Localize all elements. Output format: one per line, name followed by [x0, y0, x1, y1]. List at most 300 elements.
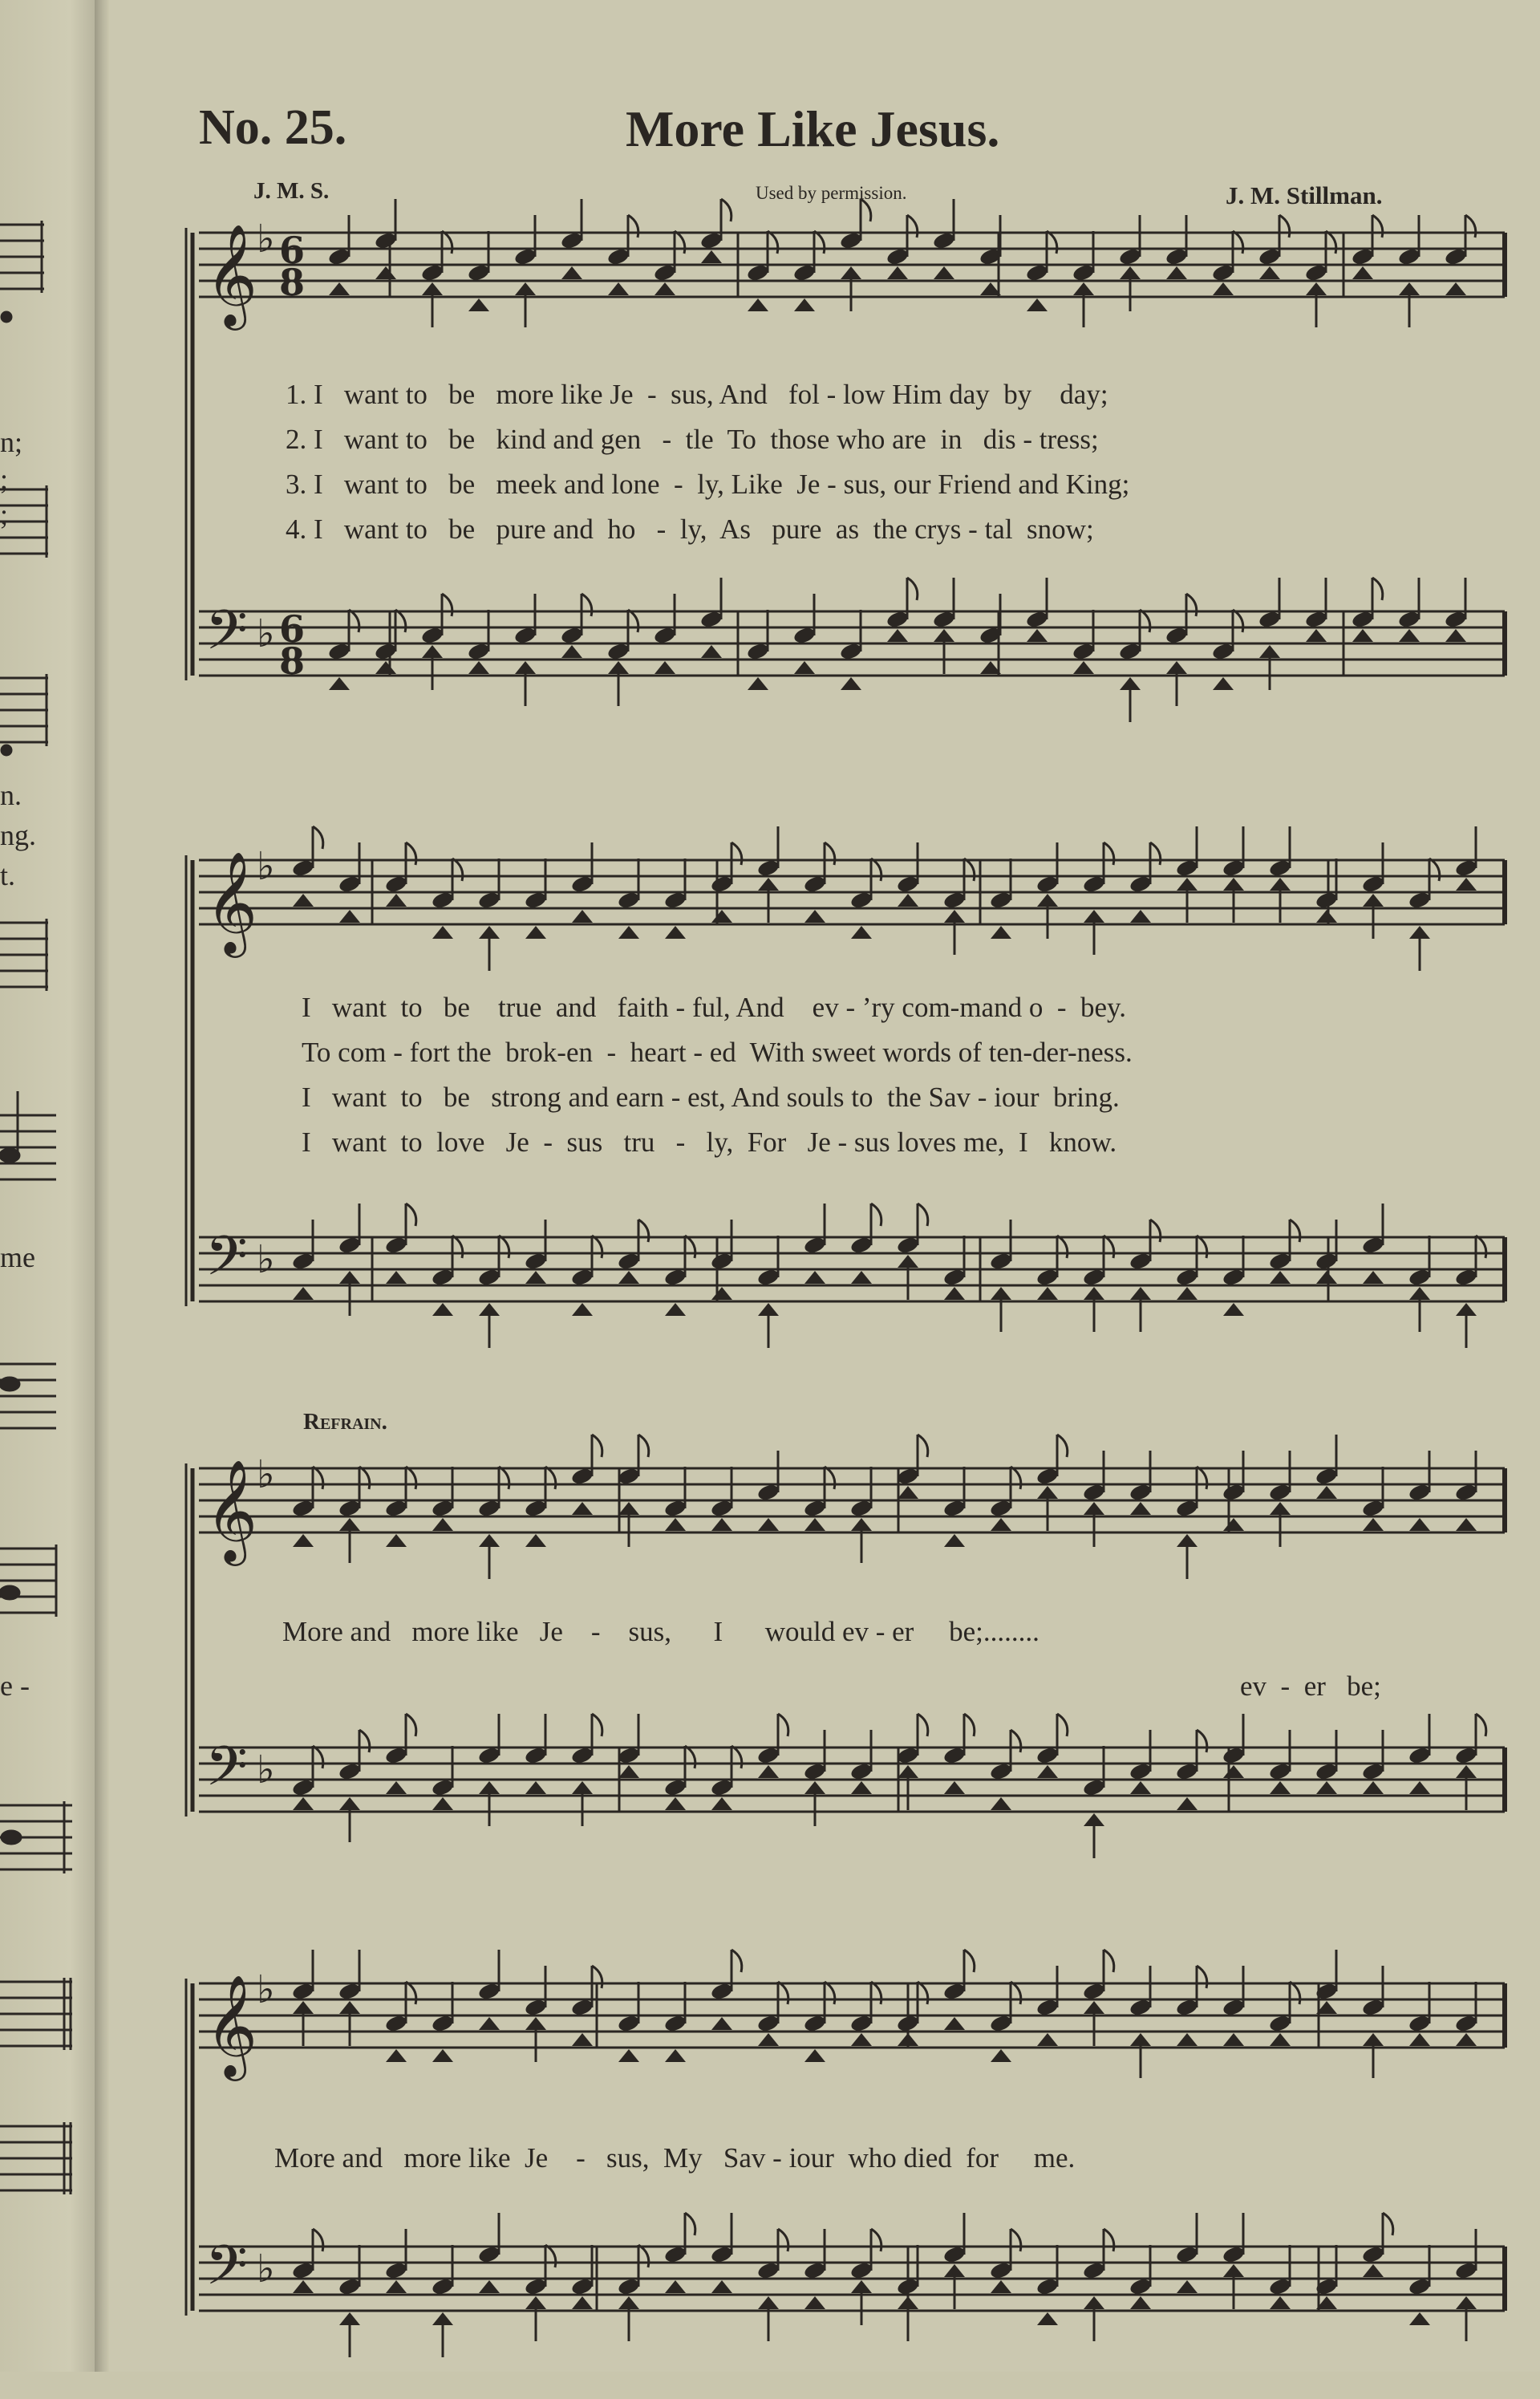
flat-key-signature-icon: ♭: [257, 1967, 275, 2012]
note-head: [896, 1746, 920, 1765]
note-flag: [406, 1204, 416, 1226]
note-head: [1082, 1778, 1106, 1797]
lyric-line: I want to be true and faith - ful, And ev - ’ry com-mand o - bey.: [302, 992, 1127, 1023]
note-head: [570, 875, 594, 894]
note-head: [384, 1236, 408, 1255]
note-head: [1268, 1762, 1292, 1781]
note-flag: [628, 215, 638, 237]
note-flag: [395, 610, 406, 632]
note-head: [756, 1483, 780, 1502]
note-head: [524, 2277, 548, 2296]
note-head: [617, 1252, 641, 1271]
flat-key-signature-icon: ♭: [257, 1747, 275, 1792]
shape-note-head: [1073, 282, 1094, 295]
shape-note-head: [701, 250, 722, 263]
shape-note-head: [804, 910, 825, 923]
note-head: [1035, 2277, 1060, 2296]
shape-note-head: [701, 645, 722, 658]
note-head: [431, 1499, 455, 1518]
note-head: [524, 891, 548, 910]
note-head: [942, 1982, 967, 2001]
shape-note-head: [711, 910, 732, 923]
shape-note-head: [794, 298, 815, 311]
time-signature-bottom: 8: [279, 639, 306, 683]
shape-note-head: [386, 1534, 407, 1547]
note-flag: [1372, 578, 1383, 600]
note-flag: [582, 594, 592, 616]
note-head: [1361, 1762, 1385, 1781]
shape-note-head: [1084, 910, 1104, 923]
shape-note-head: [525, 1781, 546, 1794]
note-head: [1222, 859, 1246, 878]
note-flag: [685, 1236, 695, 1258]
note-head: [291, 1778, 315, 1797]
note-head: [1304, 610, 1328, 629]
note-flag: [592, 1236, 602, 1258]
shape-note-head: [665, 2049, 686, 2062]
note-head: [1361, 2245, 1385, 2264]
shape-note-head: [1037, 2033, 1058, 2046]
note-flag: [1104, 1236, 1114, 1258]
note-flag: [313, 826, 323, 849]
note-head: [989, 1499, 1013, 1518]
note-head: [617, 1746, 641, 1765]
shape-note-head: [525, 1534, 546, 1547]
note-head: [896, 1236, 920, 1255]
note-head: [1211, 642, 1235, 661]
note-head: [617, 1467, 641, 1486]
note-head: [1397, 610, 1421, 629]
note-head: [1361, 1998, 1385, 2017]
note-flag: [778, 1982, 788, 2004]
note-head: [1082, 1483, 1106, 1502]
shape-note-head: [1409, 2312, 1430, 2325]
note-head: [477, 1982, 501, 2001]
note-head: [849, 1499, 873, 1518]
note-flag: [545, 2245, 556, 2267]
shape-note-head: [1316, 1271, 1337, 1284]
shape-note-head: [293, 1797, 314, 1810]
bass-clef-icon: 𝄢: [205, 599, 248, 676]
note-flag: [871, 859, 881, 881]
note-flag: [1104, 2229, 1114, 2251]
note-head: [1175, 1268, 1199, 1287]
note-head: [1444, 247, 1468, 266]
shape-note-head: [432, 926, 453, 939]
note-flag: [1197, 1236, 1207, 1258]
left-page-fragment: ;: [0, 498, 9, 530]
shape-note-head: [1409, 926, 1430, 939]
note-head: [477, 1499, 501, 1518]
note-head: [1315, 1252, 1339, 1271]
shape-note-head: [887, 266, 908, 279]
note-head: [606, 642, 630, 661]
note-head: [1118, 247, 1142, 266]
note-flag: [406, 842, 416, 865]
note-head: [932, 231, 956, 250]
shape-note-head: [422, 282, 443, 295]
note-flag: [1383, 2213, 1393, 2235]
note-flag: [778, 2229, 788, 2251]
shape-note-head: [1316, 1781, 1337, 1794]
shape-note-head: [758, 878, 779, 891]
shape-note-head: [618, 1271, 639, 1284]
shape-note-head: [898, 2033, 918, 2046]
note-head: [849, 1762, 873, 1781]
note-head: [420, 626, 444, 645]
note-flag: [1279, 215, 1290, 237]
note-head: [746, 263, 770, 282]
note-head: [1165, 247, 1189, 266]
note-head: [291, 1252, 315, 1271]
note-head: [699, 610, 723, 629]
note-head: [1082, 875, 1106, 894]
shape-note-head: [1073, 661, 1094, 674]
shape-note-head: [851, 1518, 872, 1531]
note-head: [1454, 1268, 1478, 1287]
note-head: [1129, 1252, 1153, 1271]
flat-key-signature-icon: ♭: [257, 217, 275, 262]
words-credit: J. M. S.: [253, 178, 330, 204]
note-flag: [1429, 859, 1440, 881]
shape-note-head: [525, 2296, 546, 2309]
shape-note-head: [758, 2033, 779, 2046]
shape-note-head: [339, 910, 360, 923]
shape-note-head: [1166, 661, 1187, 674]
note-head: [792, 626, 817, 645]
shape-note-head: [1259, 645, 1280, 658]
note-head: [1025, 263, 1049, 282]
left-page-fragment: ;: [0, 463, 9, 495]
shape-note-head: [572, 910, 593, 923]
note-head: [756, 1746, 780, 1765]
note-flag: [359, 1467, 370, 1489]
shape-note-head: [1027, 629, 1048, 642]
shape-note-head: [386, 1781, 407, 1794]
note-flag: [1465, 215, 1476, 237]
note-head: [1175, 1998, 1199, 2017]
shape-note-head: [293, 1534, 314, 1547]
shape-note-head: [525, 2017, 546, 2030]
note-flag: [452, 859, 463, 881]
note-head: [524, 1746, 548, 1765]
shape-note-head: [1409, 1781, 1430, 1794]
shape-note-head: [432, 1797, 453, 1810]
shape-note-head: [1177, 2033, 1198, 2046]
note-head: [1118, 642, 1142, 661]
shape-note-head: [525, 926, 546, 939]
note-head: [570, 1998, 594, 2017]
note-head: [570, 1268, 594, 1287]
shape-note-head: [329, 282, 350, 295]
note-head: [384, 875, 408, 894]
shape-note-head: [934, 266, 954, 279]
note-head: [710, 875, 734, 894]
shape-note-head: [991, 926, 1011, 939]
shape-note-head: [572, 2296, 593, 2309]
shape-note-head: [375, 266, 396, 279]
note-head: [1035, 875, 1060, 894]
lyric-line: More and more like Je - sus, My Sav - iour who died for me.: [274, 2142, 1076, 2174]
shape-note-head: [608, 282, 629, 295]
note-flag: [1233, 231, 1243, 254]
shape-note-head: [1213, 282, 1234, 295]
shape-note-head: [1270, 2296, 1291, 2309]
note-flag: [871, 1982, 881, 2004]
note-flag: [1011, 2229, 1021, 2251]
lyric-line: 2. I want to be kind and gen - tle To those who are in dis - tress;: [286, 424, 1099, 455]
shape-note-head: [758, 1518, 779, 1531]
shape-note-head: [293, 2280, 314, 2293]
time-signature-top: 6: [279, 607, 306, 651]
note-flag: [406, 1982, 416, 2004]
note-flag: [452, 1236, 463, 1258]
shape-note-head: [711, 1797, 732, 1810]
treble-clef-icon: 𝄞: [205, 1974, 258, 2076]
shape-note-head: [944, 910, 965, 923]
shape-note-head: [1084, 2001, 1104, 2014]
shape-note-head: [1259, 266, 1280, 279]
shape-note-head: [1177, 1534, 1198, 1547]
note-head: [1315, 891, 1339, 910]
shape-note-head: [851, 926, 872, 939]
shape-note-head: [515, 282, 536, 295]
note-head: [653, 626, 677, 645]
shape-note-head: [665, 926, 686, 939]
note-flag: [861, 199, 871, 221]
note-head: [886, 610, 910, 629]
shape-note-head: [1130, 2033, 1151, 2046]
note-flag: [592, 1714, 602, 1736]
note-head: [1222, 1746, 1246, 1765]
note-flag: [1326, 231, 1336, 254]
note-head: [1268, 859, 1292, 878]
note-head: [431, 1778, 455, 1797]
note-head: [1035, 1467, 1060, 1486]
note-flag: [685, 2213, 695, 2235]
note-head: [942, 1499, 967, 1518]
note-head: [1361, 875, 1385, 894]
note-head: [1222, 1483, 1246, 1502]
shape-note-head: [898, 2296, 918, 2309]
shape-note-head: [1120, 266, 1141, 279]
note-head: [1397, 247, 1421, 266]
note-flag: [1476, 1236, 1486, 1258]
shape-note-head: [804, 2049, 825, 2062]
treble-clef-icon: 𝄞: [205, 1459, 258, 1561]
note-flag: [871, 1204, 881, 1226]
shape-note-head: [991, 1797, 1011, 1810]
note-flag: [1290, 1982, 1300, 2004]
shape-note-head: [991, 2049, 1011, 2062]
shape-note-head: [468, 298, 489, 311]
note-head: [942, 2245, 967, 2264]
note-head: [291, 1982, 315, 2001]
shape-note-head: [898, 894, 918, 907]
note-head: [338, 1236, 362, 1255]
shape-note-head: [804, 1518, 825, 1531]
note-head: [699, 231, 723, 250]
note-head: [291, 1499, 315, 1518]
shape-note-head: [561, 266, 582, 279]
note-flag: [1057, 1714, 1068, 1736]
note-head: [467, 642, 491, 661]
note-head: [1129, 1483, 1153, 1502]
note-head: [1304, 263, 1328, 282]
note-flag: [406, 1467, 416, 1489]
lyric-line: More and more like Je - sus, I would ev - er be;........: [282, 1616, 1040, 1647]
hymn-title: More Like Jesus.: [626, 100, 1000, 157]
note-head: [1315, 1467, 1339, 1486]
left-page-fragment: n;: [0, 426, 23, 458]
shape-note-head: [944, 2264, 965, 2277]
note-flag: [907, 215, 918, 237]
note-flag: [1011, 1467, 1021, 1489]
shape-note-head: [1177, 2280, 1198, 2293]
shape-note-head: [1130, 2296, 1151, 2309]
note-head: [803, 2014, 827, 2033]
note-flag: [918, 1204, 928, 1226]
note-head: [477, 2245, 501, 2264]
note-head: [942, 891, 967, 910]
note-flag: [918, 1714, 928, 1736]
note-head: [338, 1982, 362, 2001]
note-head: [746, 642, 770, 661]
note-flag: [1186, 594, 1197, 616]
note-head: [560, 231, 584, 250]
note-flag: [1372, 215, 1383, 237]
shape-note-head: [618, 1765, 639, 1778]
note-head: [327, 247, 351, 266]
shape-note-head: [711, 2280, 732, 2293]
shape-note-head: [665, 1797, 686, 1810]
note-head: [1351, 247, 1375, 266]
flat-key-signature-icon: ♭: [257, 611, 275, 656]
note-head: [896, 875, 920, 894]
note-head: [942, 1746, 967, 1765]
left-page-fragment: e -: [0, 1670, 30, 1702]
note-head: [886, 247, 910, 266]
note-head: [710, 1499, 734, 1518]
note-head: [849, 2014, 873, 2033]
note-flag: [406, 1714, 416, 1736]
note-head: [384, 2014, 408, 2033]
note-head: [942, 1268, 967, 1287]
time-signature-top: 6: [279, 229, 306, 272]
shape-note-head: [1223, 1518, 1244, 1531]
note-head: [1175, 859, 1199, 878]
note-head: [1222, 1998, 1246, 2017]
note-flag: [1233, 610, 1243, 632]
note-head: [663, 1268, 687, 1287]
shape-note-head: [572, 2033, 593, 2046]
shape-note-head: [1363, 2033, 1384, 2046]
note-head: [617, 2277, 641, 2296]
note-head: [524, 1998, 548, 2017]
shape-note-head: [1363, 1781, 1384, 1794]
note-head: [1351, 610, 1375, 629]
note-head: [1454, 2014, 1478, 2033]
shape-note-head: [293, 2001, 314, 2014]
shape-note-head: [1445, 629, 1466, 642]
shape-note-head: [1316, 910, 1337, 923]
shape-note-head: [375, 661, 396, 674]
shape-note-head: [898, 1255, 918, 1268]
note-flag: [1290, 1220, 1300, 1242]
note-head: [849, 891, 873, 910]
shape-note-head: [1223, 878, 1244, 891]
note-head: [989, 1252, 1013, 1271]
note-head: [1211, 263, 1235, 282]
note-flag: [313, 2229, 323, 2251]
note-head: [560, 626, 584, 645]
shape-note-head: [293, 894, 314, 907]
shape-note-head: [432, 2049, 453, 2062]
note-flag: [825, 1467, 835, 1489]
note-head: [1035, 1268, 1060, 1287]
note-head: [338, 1762, 362, 1781]
note-head: [513, 247, 537, 266]
shape-note-head: [1223, 1765, 1244, 1778]
note-head: [1222, 2245, 1246, 2264]
note-head: [524, 1252, 548, 1271]
shape-note-head: [1409, 1518, 1430, 1531]
note-head: [1268, 1483, 1292, 1502]
flat-key-signature-icon: ♭: [257, 844, 275, 889]
shape-note-head: [748, 298, 768, 311]
note-flag: [675, 231, 685, 254]
note-head: [1268, 2277, 1292, 2296]
note-head: [1129, 875, 1153, 894]
note-head: [1035, 1746, 1060, 1765]
note-flag: [545, 1467, 556, 1489]
shape-note-head: [479, 2017, 500, 2030]
note-flag: [1104, 842, 1114, 865]
note-head: [1082, 1268, 1106, 1287]
note-flag: [1011, 1730, 1021, 1752]
note-head: [1361, 1236, 1385, 1255]
note-head: [710, 2245, 734, 2264]
shape-note-head: [1456, 1765, 1477, 1778]
hymn-number: No. 25.: [199, 100, 347, 155]
note-head: [477, 891, 501, 910]
note-head: [1258, 610, 1282, 629]
note-head: [513, 626, 537, 645]
note-head: [374, 642, 398, 661]
note-head: [1454, 1746, 1478, 1765]
note-flag: [1150, 842, 1161, 865]
shape-note-head: [618, 1502, 639, 1515]
shape-note-head: [898, 1765, 918, 1778]
treble-clef-icon: 𝄞: [205, 223, 258, 326]
note-head: [570, 1467, 594, 1486]
left-page-fragment: ng.: [0, 819, 36, 851]
shape-note-head: [1037, 894, 1058, 907]
shape-note-head: [1084, 2296, 1104, 2309]
note-head: [1454, 859, 1478, 878]
shape-note-head: [561, 645, 582, 658]
note-flag: [499, 1236, 509, 1258]
note-flag: [349, 610, 359, 632]
note-head: [1361, 1499, 1385, 1518]
shape-note-head: [1352, 266, 1373, 279]
shape-note-head: [572, 1781, 593, 1794]
note-flag: [1197, 1966, 1207, 1988]
note-flag: [638, 2245, 649, 2267]
note-head: [477, 1746, 501, 1765]
note-head: [653, 263, 677, 282]
shape-note-head: [1363, 2264, 1384, 2277]
